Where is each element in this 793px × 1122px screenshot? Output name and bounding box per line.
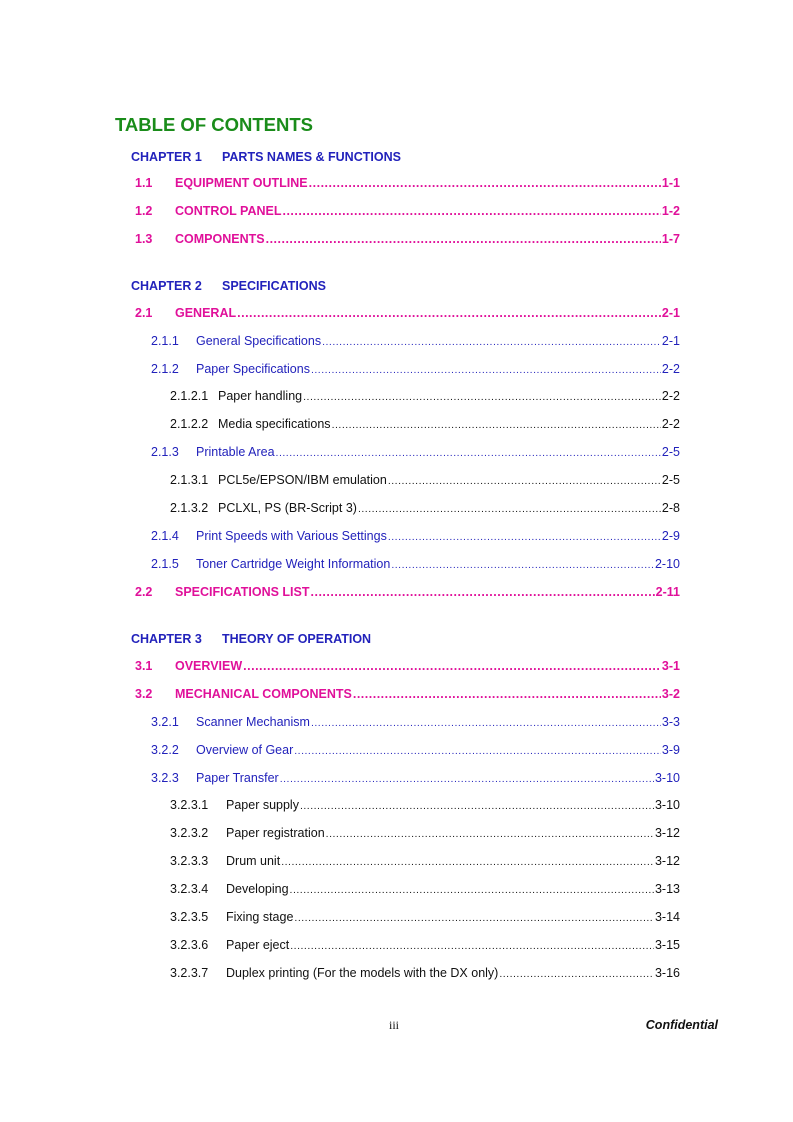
leader-dots bbox=[294, 912, 654, 924]
section-label: Paper Transfer bbox=[196, 771, 279, 785]
section-label: Scanner Mechanism bbox=[196, 715, 310, 729]
toc-entry-3-2-3-3[interactable] bbox=[170, 854, 680, 868]
section-number: 2.1.4 bbox=[151, 529, 179, 543]
section-number: 3.2.3.4 bbox=[170, 882, 209, 896]
section-label: Toner Cartridge Weight Information bbox=[196, 557, 391, 571]
leader-dots bbox=[326, 828, 654, 840]
leader-dots bbox=[311, 585, 655, 599]
toc-entry-3-2-2[interactable] bbox=[151, 743, 680, 757]
toc-entry-1-2[interactable] bbox=[135, 204, 680, 218]
section-number: 2.1.2.1 bbox=[170, 389, 209, 403]
page-number: 3-10 bbox=[654, 771, 680, 785]
page-number: 3-3 bbox=[661, 715, 680, 729]
leader-dots bbox=[311, 717, 661, 729]
leader-dots bbox=[353, 687, 661, 701]
leader-dots bbox=[311, 364, 661, 376]
page-number: 2-5 bbox=[661, 445, 680, 459]
section-label: COMPONENTS bbox=[175, 232, 265, 246]
toc-entry-3-2-1[interactable] bbox=[151, 715, 680, 729]
leader-dots bbox=[388, 531, 661, 543]
section-number: 2.1.2 bbox=[151, 362, 179, 376]
leader-dots bbox=[499, 968, 654, 980]
toc-entry-2-1-3-2[interactable] bbox=[170, 501, 680, 515]
page-number: 3-2 bbox=[661, 687, 680, 701]
section-label: General Specifications bbox=[196, 334, 322, 348]
leader-dots bbox=[322, 336, 661, 348]
section-number: 3.2.3.6 bbox=[170, 938, 209, 952]
section-number: 1.3 bbox=[135, 232, 153, 246]
page-number: 2-9 bbox=[661, 529, 680, 543]
section-label: Media specifications bbox=[218, 417, 331, 431]
leader-dots bbox=[276, 447, 661, 459]
section-label: PCL5e/EPSON/IBM emulation bbox=[218, 473, 387, 487]
section-number: 3.2.3.5 bbox=[170, 910, 209, 924]
section-number: 3.1 bbox=[135, 659, 153, 673]
toc-entry-2-1-1[interactable] bbox=[151, 334, 680, 348]
footer-page-number: iii bbox=[389, 1018, 400, 1032]
leader-dots bbox=[281, 856, 654, 868]
page-number: 1-1 bbox=[661, 176, 680, 190]
page-number: 3-13 bbox=[654, 882, 680, 896]
toc-entry-3-2-3-6[interactable] bbox=[170, 938, 680, 952]
page-number: 3-14 bbox=[654, 910, 680, 924]
page-number: 3-12 bbox=[654, 826, 680, 840]
chapter-number: CHAPTER 2 bbox=[131, 279, 202, 293]
section-number: 3.2 bbox=[135, 687, 153, 701]
page-number: 1-2 bbox=[661, 204, 680, 218]
page-number: 3-10 bbox=[654, 798, 680, 812]
toc-entry-3-1[interactable] bbox=[135, 659, 680, 673]
leader-dots bbox=[300, 800, 654, 812]
toc-entry-2-1-3-1[interactable] bbox=[170, 473, 680, 487]
page-number: 2-5 bbox=[661, 473, 680, 487]
section-label: Overview of Gear bbox=[196, 743, 294, 757]
section-label: GENERAL bbox=[175, 306, 237, 320]
section-label: OVERVIEW bbox=[175, 659, 243, 673]
page-number: 3-16 bbox=[654, 966, 680, 980]
toc-entry-3-2-3-7[interactable] bbox=[170, 966, 680, 980]
section-number: 2.2 bbox=[135, 585, 153, 599]
toc-title: TABLE OF CONTENTS bbox=[115, 114, 314, 135]
section-number: 2.1.2.2 bbox=[170, 417, 209, 431]
leader-dots bbox=[309, 176, 661, 190]
page-number: 3-9 bbox=[661, 743, 680, 757]
toc-entry-3-2-3-2[interactable] bbox=[170, 826, 680, 840]
section-label: Duplex printing (For the models with the DX only) bbox=[226, 966, 499, 980]
toc-entry-2-1-3[interactable] bbox=[151, 445, 680, 459]
toc-entry-2-1-5[interactable] bbox=[151, 557, 680, 571]
page-number: 2-1 bbox=[661, 334, 680, 348]
section-label: Printable Area bbox=[196, 445, 275, 459]
section-number: 2.1.3.2 bbox=[170, 501, 209, 515]
toc-entry-1-1[interactable] bbox=[135, 176, 680, 190]
section-number: 2.1 bbox=[135, 306, 153, 320]
toc-entry-2-2[interactable] bbox=[135, 585, 680, 599]
section-label: Fixing stage bbox=[226, 910, 294, 924]
toc-entry-3-2-3-1[interactable] bbox=[170, 798, 680, 812]
toc-entry-3-2-3-5[interactable] bbox=[170, 910, 680, 924]
leader-dots bbox=[266, 232, 661, 246]
section-number: 2.1.3 bbox=[151, 445, 179, 459]
toc-entry-1-3[interactable] bbox=[135, 232, 680, 246]
chapter-heading-3[interactable] bbox=[131, 632, 371, 646]
chapter-title: SPECIFICATIONS bbox=[222, 279, 326, 293]
section-number: 1.1 bbox=[135, 176, 153, 190]
chapter-heading-1[interactable] bbox=[131, 150, 401, 164]
section-label: Developing bbox=[226, 882, 289, 896]
toc-entry-2-1-2-1[interactable] bbox=[170, 389, 680, 403]
leader-dots bbox=[290, 884, 654, 896]
section-number: 3.2.3.3 bbox=[170, 854, 209, 868]
section-number: 3.2.2 bbox=[151, 743, 179, 757]
leader-dots bbox=[391, 559, 654, 571]
section-number: 3.2.3.2 bbox=[170, 826, 209, 840]
page-number: 2-8 bbox=[661, 501, 680, 515]
toc-entry-2-1-4[interactable] bbox=[151, 529, 680, 543]
section-number: 3.2.3 bbox=[151, 771, 179, 785]
page-number: 2-2 bbox=[661, 417, 680, 431]
section-label: Paper handling bbox=[218, 389, 303, 403]
chapter-title: PARTS NAMES & FUNCTIONS bbox=[222, 150, 401, 164]
section-number: 3.2.3.7 bbox=[170, 966, 209, 980]
section-number: 3.2.3.1 bbox=[170, 798, 209, 812]
leader-dots bbox=[294, 745, 661, 757]
section-label: SPECIFICATIONS LIST bbox=[175, 585, 310, 599]
chapter-number: CHAPTER 3 bbox=[131, 632, 202, 646]
section-label: PCLXL, PS (BR-Script 3) bbox=[218, 501, 357, 515]
leader-dots bbox=[290, 940, 654, 952]
chapter-title: THEORY OF OPERATION bbox=[222, 632, 372, 646]
footer-confidential: Confidential bbox=[645, 1018, 718, 1032]
section-label: Paper supply bbox=[226, 798, 299, 812]
section-number: 1.2 bbox=[135, 204, 153, 218]
section-label: CONTROL PANEL bbox=[175, 204, 282, 218]
section-label: Paper eject bbox=[226, 938, 290, 952]
page-number: 3-15 bbox=[654, 938, 680, 952]
chapter-number: CHAPTER 1 bbox=[131, 150, 202, 164]
toc-entry-3-2-3[interactable] bbox=[151, 771, 680, 785]
section-number: 2.1.3.1 bbox=[170, 473, 209, 487]
toc-entry-2-1[interactable] bbox=[135, 306, 680, 320]
leader-dots bbox=[388, 475, 661, 487]
page-number: 3-1 bbox=[661, 659, 680, 673]
page-number: 2-10 bbox=[654, 557, 680, 571]
toc-entry-2-1-2[interactable] bbox=[151, 362, 680, 376]
section-number: 2.1.1 bbox=[151, 334, 179, 348]
section-label: Print Speeds with Various Settings bbox=[196, 529, 387, 543]
toc-entry-3-2[interactable] bbox=[135, 687, 680, 701]
page-number: 2-2 bbox=[661, 362, 680, 376]
page-number: 2-1 bbox=[661, 306, 680, 320]
leader-dots bbox=[237, 306, 661, 320]
leader-dots bbox=[332, 419, 661, 431]
section-label: Paper Specifications bbox=[196, 362, 310, 376]
section-number: 3.2.1 bbox=[151, 715, 179, 729]
leader-dots bbox=[303, 391, 661, 403]
page-number: 2-2 bbox=[661, 389, 680, 403]
section-label: Drum unit bbox=[226, 854, 281, 868]
page-number: 2-11 bbox=[655, 585, 680, 599]
leader-dots bbox=[280, 773, 654, 785]
leader-dots bbox=[243, 659, 661, 673]
toc-entry-3-2-3-4[interactable] bbox=[170, 882, 680, 896]
page-number: 3-12 bbox=[654, 854, 680, 868]
leader-dots bbox=[282, 204, 660, 218]
toc-entry-2-1-2-2[interactable] bbox=[170, 417, 680, 431]
leader-dots bbox=[358, 503, 661, 515]
page-number: 1-7 bbox=[661, 232, 680, 246]
section-label: MECHANICAL COMPONENTS bbox=[175, 687, 352, 701]
section-label: EQUIPMENT OUTLINE bbox=[175, 176, 308, 190]
section-label: Paper registration bbox=[226, 826, 325, 840]
chapter-heading-2[interactable] bbox=[131, 279, 326, 293]
section-number: 2.1.5 bbox=[151, 557, 179, 571]
